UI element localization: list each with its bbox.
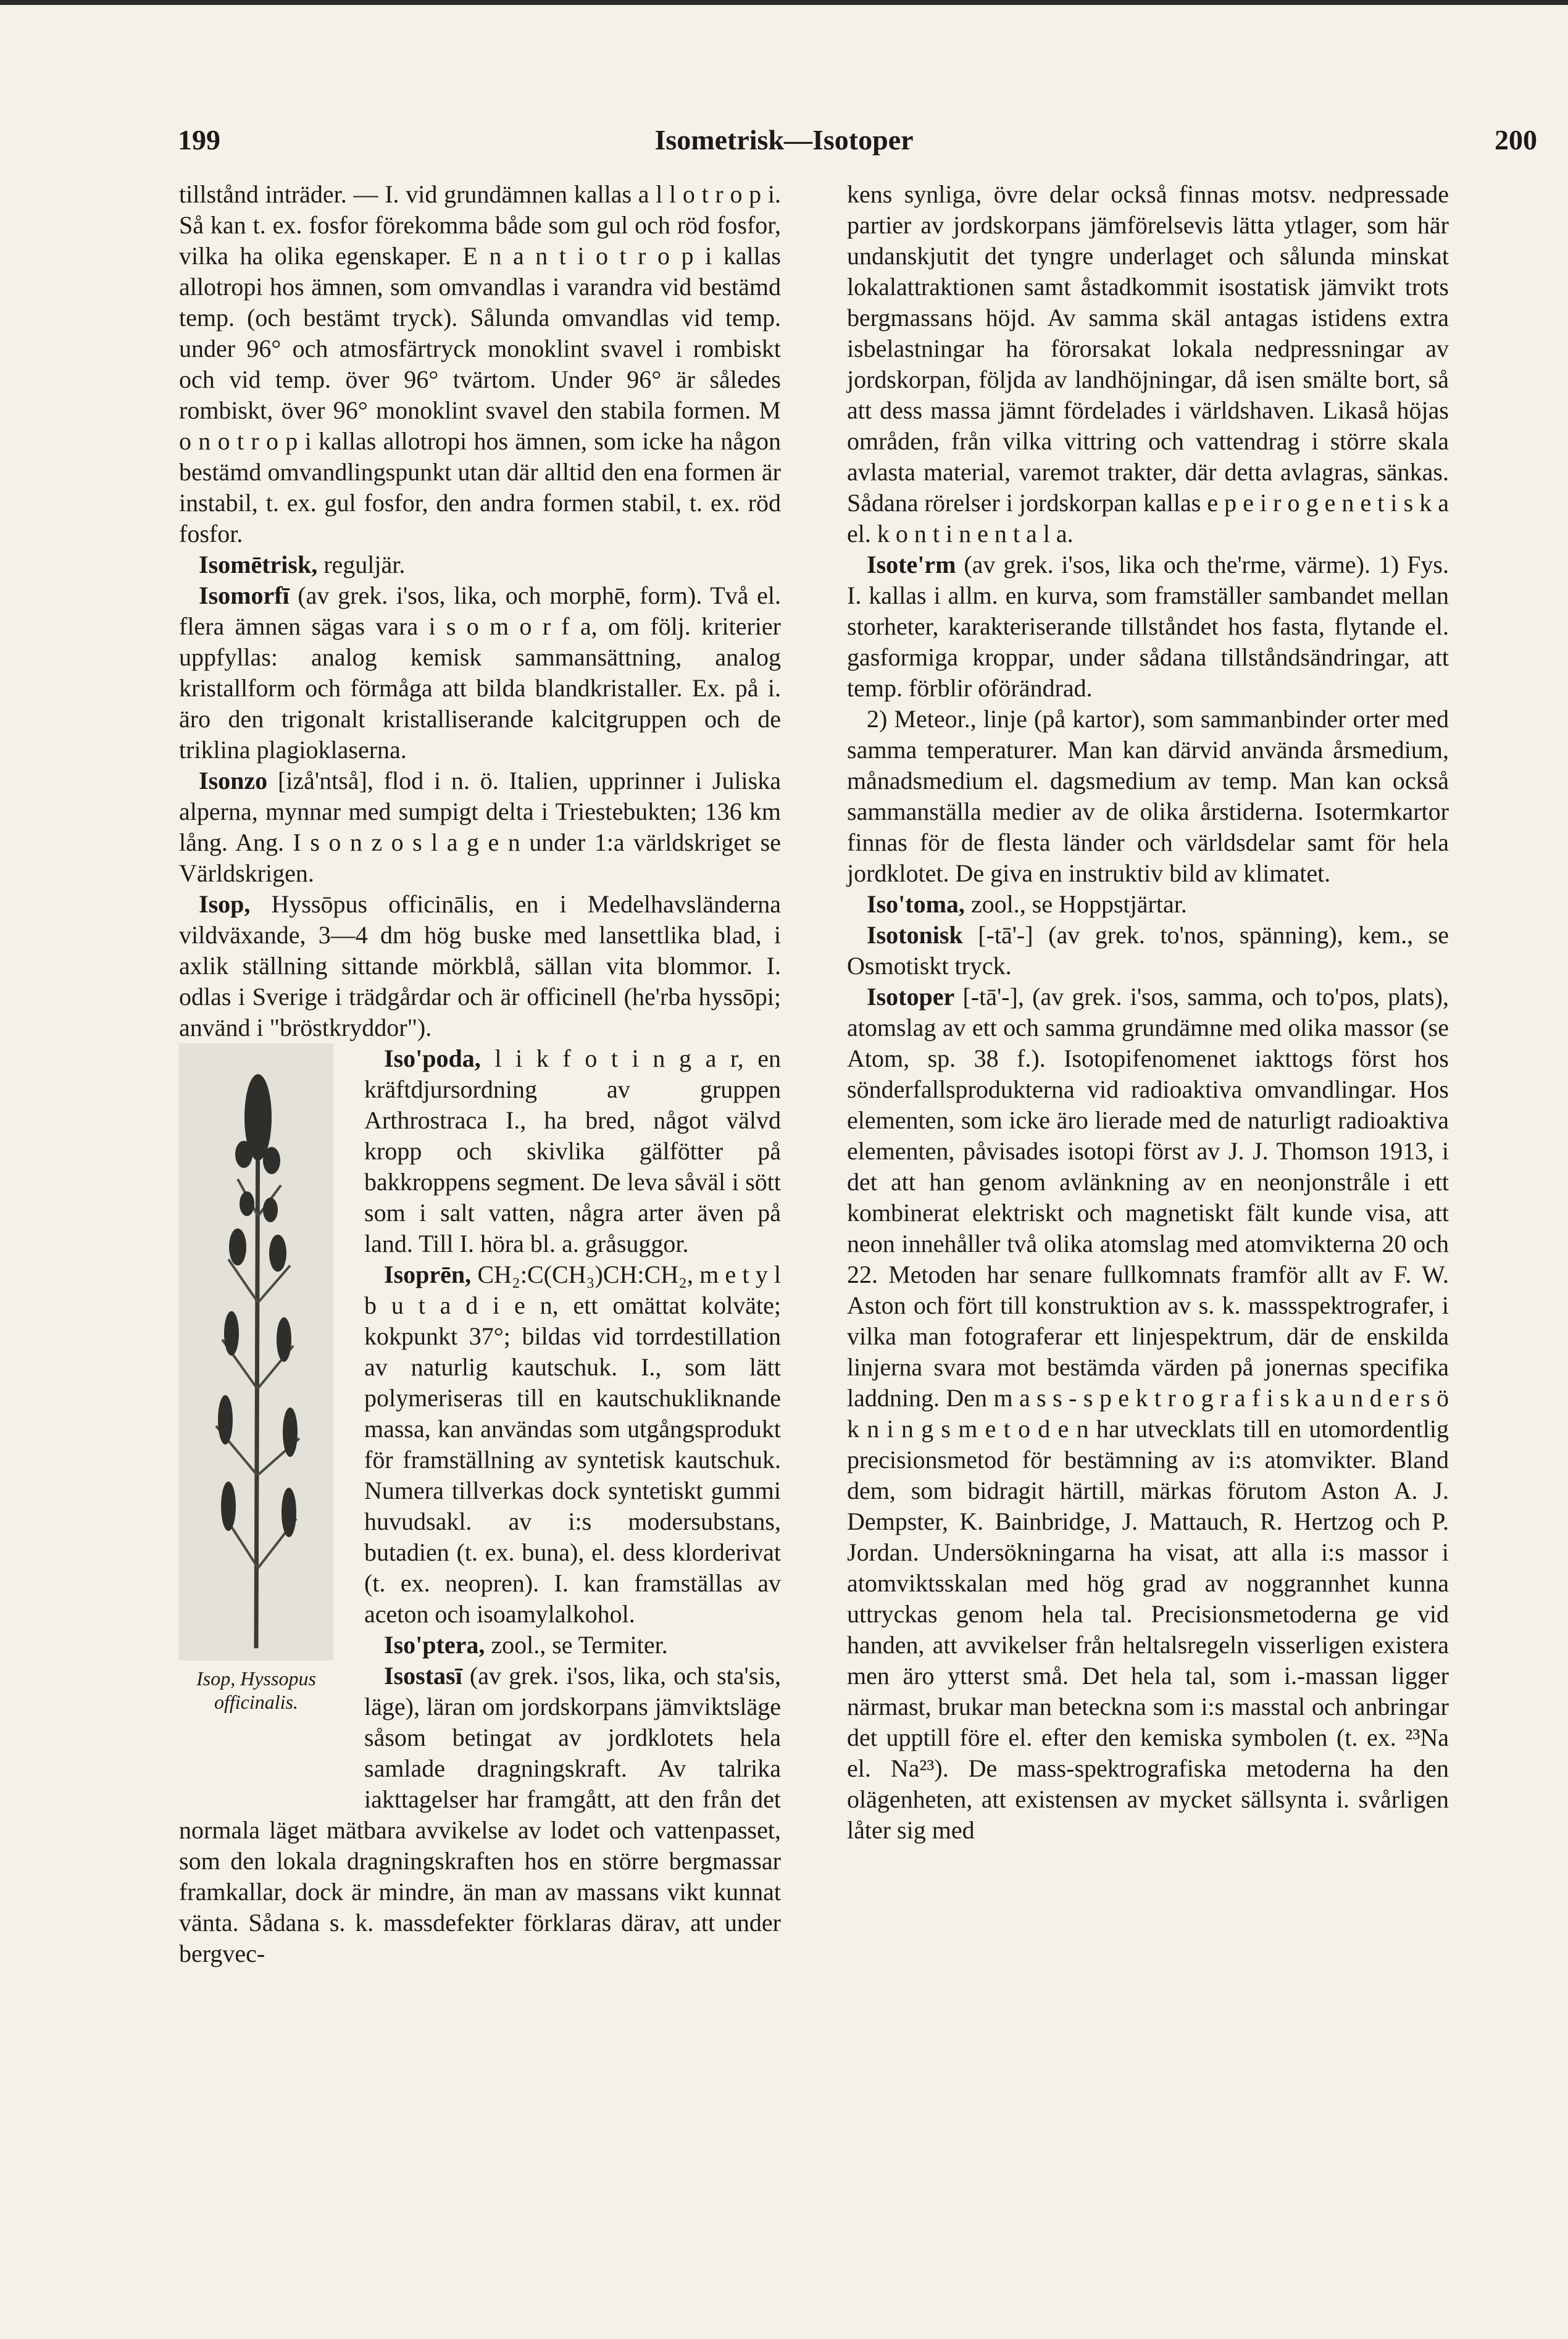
entry-body: (av grek. i'sos, lika, och morphē, form). Två el. flera ämnen sägas vara i s o m o r f a, om följ. kriterier uppfyllas: analog kemisk sammansättning, analog kristallform och förmåga att bilda blandkristaller. Ex. på i. äro den trigonalt kristalliserande kalcitgruppen och de triklina plagioklaserna.: [179, 582, 781, 764]
headword: Isotoper: [867, 983, 955, 1011]
top-border: [0, 0, 1568, 5]
headword: Iso'toma,: [867, 890, 965, 918]
hyssop-plant-illustration: [179, 1043, 333, 1661]
hyssop-figure: [179, 1043, 346, 1796]
entry-body: reguljär.: [317, 551, 406, 578]
entry-isoterm: [847, 549, 1449, 704]
entry-body: (av grek. i'sos, lika, och sta'sis, läge), läran om jordskorpans jämviktsläge såsom betingat av jordklotets hela samlade dragningskraft. Av talrika iakttagelser har framgått, att den från det normala läget mätbara avvikelse av lodet och vattenpasset, som den lokala dragningskraften hos en större bergmassar framkallar, dock är mindre, än man av massans vikt kunnat vänta. Sådana s. k. massdefekter förklaras därav, att under bergvec-: [179, 1662, 781, 1967]
entry-isonzo: [179, 765, 781, 889]
figure-caption: Isop, Hyssopus officinalis.: [196, 1667, 316, 1713]
entry-body: (av grek. i'sos, lika och the'rme, värme). 1) Fys. I. kallas i allm. en kurva, som framställer sambandet mellan storheter, karakteriserande tillståndet hos fasta, flytande el. gasformiga kroppar, under sådana tillståndsändringar, att temp. förblir oförändrad.: [847, 551, 1449, 702]
entry-body: CH₂:C(CH₃)CH:CH₂, m e t y l b u t a d i e n, ett omättat kolväte; kokpunkt 37°; bildas vid torrdestillation av naturlig kautschuk. I., som lätt polymeriseras till en kautschukliknande massa, kan användas som utgångsprodukt för framställning av syntetisk kautschuk. Numera tillverkas dock syntetiskt gummi huvudsakl. av i:s modersubstans, butadien (t. ex. buna), el. dess klorderivat (t. ex. neopren). I. kan framställas av aceton och isoamylalkohol.: [364, 1261, 781, 1628]
entry-isop: [179, 889, 781, 1043]
headword: Iso'poda,: [384, 1044, 481, 1072]
entry-body: [izå'ntså], flod i n. ö. Italien, upprinner i Juliska alperna, mynnar med sumpigt delta i Triestebukten; 136 km lång. Ang. I s o n z o s l a g e n under 1:a världskriget se Världskrigen.: [179, 767, 781, 887]
entry-body: [-tā'-] (av grek. to'nos, spänning), kem., se Osmotiskt tryck.: [847, 921, 1449, 980]
headword: Isomorfī: [199, 582, 290, 609]
page-number-left: 199: [178, 124, 220, 156]
page-number-right: 200: [1495, 124, 1537, 156]
left-column: [179, 179, 781, 1969]
paragraph: tillstånd inträder. — I. vid grundämnen kallas a l l o t r o p i. Så kan t. ex. fosfor förekomma både som gul och röd fosfor, vilka ha olika egenskaper. E n a n t i o t r o p i kallas allotropi hos ämnen, som omvandlas i varandra vid bestämd temp. (och bestämt tryck). Sålunda omvandlas vid temp. under 96° och atmosfärtryck monoklint svavel i rombiskt och vid temp. över 96° tvärtom. Under 96° är således rombiskt, över 96° monoklint svavel den stabila formen. M o n o t r o p i kallas allotropi hos ämnen, som icke ha någon bestämd omvandlingspunkt utan där alltid den ena formen är instabil, t. ex. gul fosfor, den andra formen stabil, t. ex. röd fosfor.: [179, 180, 781, 548]
entry-body: Hyssōpus officinālis, en i Medelhavsländerna vildväxande, 3—4 dm hög buske med lansettlika blad, i axlik ställning sittande mörkblå, sällan vita blommor. I. odlas i Sverige i trädgårdar och är officinell (he'rba hyssōpi; använd i "bröstkryddor").: [179, 890, 781, 1041]
headword: Isop,: [199, 890, 251, 918]
entry-body: zool., se Termiter.: [485, 1631, 668, 1659]
entry-body: l i k f o t i n g a r, en kräftdjursordning av gruppen Arthrostraca I., ha bred, något välvd kropp och skivlika gälfötter på bakkroppens segment. De leva såväl i sött som i salt vatten, några arter även på land. Till I. höra bl. a. gråsuggor.: [364, 1044, 781, 1257]
right-column: [847, 179, 1449, 1846]
entry-isomorfi: [179, 580, 781, 765]
entry-body: zool., se Hoppstjärtar.: [964, 890, 1187, 918]
entry-isotoma: [847, 889, 1449, 920]
running-title: Isometrisk—Isotoper: [654, 124, 914, 156]
headword: Isomētrisk,: [199, 551, 318, 578]
headword: Isostasī: [384, 1662, 462, 1690]
headword: Iso'ptera,: [384, 1631, 485, 1659]
entry-isotonisk: [847, 920, 1449, 982]
headword: Isonzo: [199, 767, 268, 794]
entry-isoterm-2: 2) Meteor., linje (på kartor), som sammanbinder orter med samma temperaturer. Man kan därvid använda årsmedium, månadsmedium el. dagsmedium av temp. Man kan också sammanställa medier av de olika årstiderna. Isotermkartor finnas för de flesta länder och världsdelar samt för hela jordklotet. De giva en instruktiv bild av klimatet.: [847, 705, 1449, 887]
entry-isometrisk: [179, 549, 781, 580]
headword: Isotonisk: [867, 921, 963, 949]
headword: Isote'rm: [867, 551, 956, 578]
entry-isotoper: [847, 982, 1449, 1846]
entry-body: [-tā'-], (av grek. i'sos, samma, och to'pos, plats), atomslag av ett och samma grundämne med olika massor (se Atom, sp. 38 f.). Isotopifenomenet iakttogs först hos sönderfallsprodukterna vid radioaktiva omvandlingar. Hos elementen, som icke äro lierade med de naturligt radioaktiva elementen, påvisades isotopi först av J. J. Thomson 1913, i det att han genom avlänkning av en neonjonstråle i ett kombinerat elektriskt och magnetiskt fält kunde visa, att neon innehåller två olika atomslag med atomvikterna 20 och 22. Metoden har senare fullkomnats framför allt av F. W. Aston och fört till konstruktion av s. k. massspektrografer, i vilka man fotograferar ett linjespektrum, där de enskilda linjerna svara mot bestämda värden på jonernas specifika laddning. Den m a s s - s p e k t r o g r a f i s k a u n d e r s ö k n i n g s m e t o d e n har utvecklats till en utomordentlig precisionsmetod för bestämning av i:s atomvikter. Bland dem, som bidragit härtill, märkas förutom Aston A. J. Dempster, K. Bainbridge, J. Mattauch, R. Hertzog och P. Jordan. Undersökningarna ha visat, att alla i:s massor i atomviktsskalan med hög grad av noggrannhet kunna uttryckas genom hela tal. Precisionsmetoderna ge vid handen, att avvikelser från heltalsregeln visserligen existera men äro ytterst små. Det hela tal, som i.-massan ligger närmast, brukar man beteckna som i:s masstal och anbringar det upptill före el. efter den kemiska symbolen (t. ex. ²³Na el. Na²³). De mass-spektrografiska metoderna ha den olägenheten, att existensen av mycket sällsynta i. svårligen låter sig med: [847, 983, 1449, 1844]
paragraph: kens synliga, övre delar också finnas motsv. nedpressade partier av jordskorpans jämförelsevis lätta ytlager, som här undanskjutit det tyngre underlaget och sålunda minskat lokalattraktionen samt åstadkommit isostatisk jämvikt trots bergmassans höjd. Av samma skäl antagas istidens extra isbelastningar ha förorsakat lokala nedpressningar av jordskorpan, följda av landhöjningar, då isen smälte bort, så att dess massa jämnt fördelades i världshaven. Likaså höjas områden, från vilka vittring och vattendrag i större skala avlasta material, varemot trakter, där detta avlagras, sänkas. Sådana rörelser i jordskorpan kallas e p e i r o g e n e t i s k a el. k o n t i n e n t a l a.: [847, 180, 1449, 548]
headword: Isoprēn,: [384, 1261, 472, 1288]
